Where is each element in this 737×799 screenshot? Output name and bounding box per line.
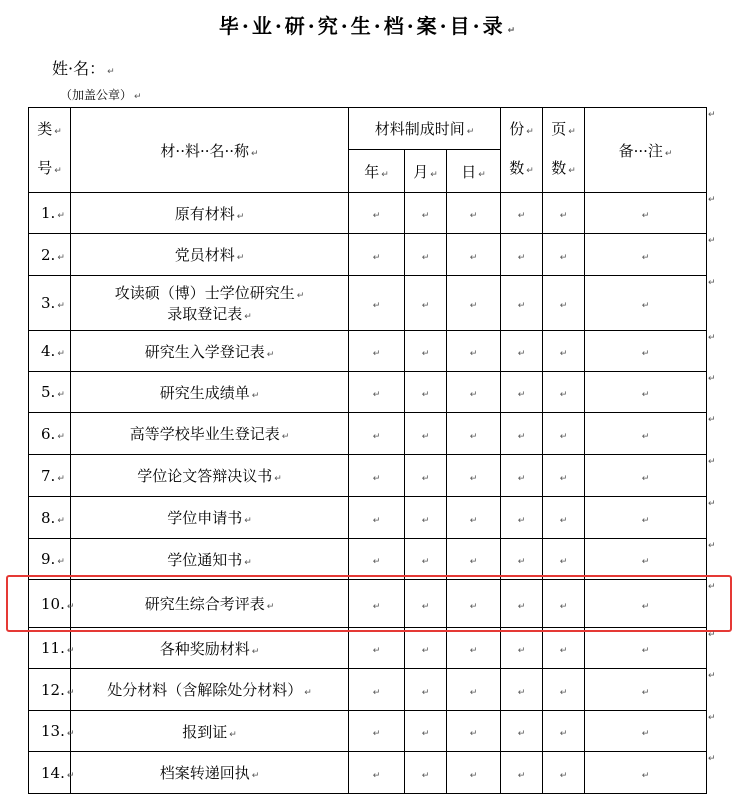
- day-cell: ↵: [447, 276, 501, 331]
- table-row: [29, 276, 707, 331]
- row-number: 12. ↵: [29, 669, 71, 711]
- copies-cell: ↵: [501, 234, 543, 276]
- header-material-name: 材··料··名··称 ↵: [71, 108, 349, 193]
- row-number: 6. ↵: [29, 413, 71, 455]
- pages-cell: ↵: [543, 193, 585, 234]
- row-number: 11. ↵: [29, 628, 71, 669]
- year-cell: ↵: [349, 455, 405, 497]
- month-cell: ↵: [405, 276, 447, 331]
- copies-cell: ↵: [501, 628, 543, 669]
- row-end-mark: ↵: [708, 109, 716, 120]
- material-name: 学位通知书 ↵: [71, 539, 349, 580]
- table-row: [29, 539, 707, 580]
- row-number: 5. ↵: [29, 372, 71, 413]
- table-row: [29, 455, 707, 497]
- remark-cell: ↵: [585, 331, 707, 372]
- day-cell: ↵: [447, 539, 501, 580]
- material-name: 原有材料 ↵: [71, 193, 349, 234]
- material-name: 档案转递回执 ↵: [71, 752, 349, 794]
- copies-cell: ↵: [501, 193, 543, 234]
- row-end-mark: ↵: [708, 753, 716, 764]
- copies-cell: ↵: [501, 497, 543, 539]
- copies-cell: ↵: [501, 580, 543, 628]
- row-number: 4. ↵: [29, 331, 71, 372]
- row-10-highlight-box: [6, 575, 732, 632]
- copies-cell: ↵: [501, 669, 543, 711]
- pages-cell: ↵: [543, 413, 585, 455]
- month-cell: ↵: [405, 539, 447, 580]
- header-pages: 页 ↵ 数 ↵: [543, 108, 585, 193]
- day-cell: ↵: [447, 455, 501, 497]
- row-end-mark: ↵: [708, 629, 716, 640]
- month-cell: ↵: [405, 497, 447, 539]
- year-cell: ↵: [349, 413, 405, 455]
- year-cell: ↵: [349, 497, 405, 539]
- row-number: 10. ↵: [29, 580, 71, 628]
- row-end-mark: ↵: [708, 498, 716, 509]
- year-cell: ↵: [349, 331, 405, 372]
- year-cell: ↵: [349, 580, 405, 628]
- month-cell: ↵: [405, 331, 447, 372]
- name-field-label: 姓·名： ↵: [52, 59, 115, 78]
- material-name: 学位申请书 ↵: [71, 497, 349, 539]
- day-cell: ↵: [447, 580, 501, 628]
- row-end-mark: ↵: [708, 194, 716, 205]
- pages-cell: ↵: [543, 669, 585, 711]
- remark-cell: ↵: [585, 193, 707, 234]
- row-number: 13. ↵: [29, 711, 71, 752]
- year-cell: ↵: [349, 711, 405, 752]
- archive-table: [28, 107, 707, 794]
- remark-cell: ↵: [585, 497, 707, 539]
- remark-cell: ↵: [585, 234, 707, 276]
- pages-cell: ↵: [543, 331, 585, 372]
- copies-cell: ↵: [501, 276, 543, 331]
- remark-cell: ↵: [585, 752, 707, 794]
- material-name: 研究生成绩单 ↵: [71, 372, 349, 413]
- year-cell: ↵: [349, 234, 405, 276]
- remark-cell: ↵: [585, 580, 707, 628]
- month-cell: ↵: [405, 413, 447, 455]
- row-end-mark: ↵: [708, 712, 716, 723]
- row-number: 9. ↵: [29, 539, 71, 580]
- remark-cell: ↵: [585, 413, 707, 455]
- day-cell: ↵: [447, 669, 501, 711]
- day-cell: ↵: [447, 193, 501, 234]
- year-cell: ↵: [349, 752, 405, 794]
- material-name: 攻读硕（博）士学位研究生 ↵ 录取登记表 ↵: [71, 276, 349, 331]
- table-row: [29, 193, 707, 234]
- row-end-mark: ↵: [708, 235, 716, 246]
- table-row: [29, 752, 707, 794]
- day-cell: ↵: [447, 372, 501, 413]
- copies-cell: ↵: [501, 331, 543, 372]
- day-cell: ↵: [447, 413, 501, 455]
- pages-cell: ↵: [543, 752, 585, 794]
- remark-cell: ↵: [585, 372, 707, 413]
- remark-cell: ↵: [585, 711, 707, 752]
- pages-cell: ↵: [543, 628, 585, 669]
- header-copies: 份 ↵ 数 ↵: [501, 108, 543, 193]
- header-category: 类 ↵ 号 ↵: [29, 108, 71, 193]
- table-row: [29, 628, 707, 669]
- row-end-mark: ↵: [708, 456, 716, 467]
- material-name: 各种奖励材料 ↵: [71, 628, 349, 669]
- document-title: 毕·业·研·究·生·档·案·目·录 ↵: [218, 14, 519, 38]
- day-cell: ↵: [447, 628, 501, 669]
- month-cell: ↵: [405, 711, 447, 752]
- row-number: 2. ↵: [29, 234, 71, 276]
- day-cell: ↵: [447, 497, 501, 539]
- seal-note: （加盖公章） ↵: [60, 88, 142, 102]
- month-cell: ↵: [405, 752, 447, 794]
- row-number: 7. ↵: [29, 455, 71, 497]
- material-name: 报到证 ↵: [71, 711, 349, 752]
- pages-cell: ↵: [543, 580, 585, 628]
- table-row: [29, 711, 707, 752]
- row-number: 3. ↵: [29, 276, 71, 331]
- copies-cell: ↵: [501, 752, 543, 794]
- row-end-mark: ↵: [708, 581, 716, 592]
- day-cell: ↵: [447, 752, 501, 794]
- year-cell: ↵: [349, 193, 405, 234]
- table-row: [29, 234, 707, 276]
- remark-cell: ↵: [585, 455, 707, 497]
- table-row: [29, 669, 707, 711]
- month-cell: ↵: [405, 234, 447, 276]
- month-cell: ↵: [405, 669, 447, 711]
- row-end-mark: ↵: [708, 414, 716, 425]
- day-cell: ↵: [447, 711, 501, 752]
- remark-cell: ↵: [585, 669, 707, 711]
- day-cell: ↵: [447, 331, 501, 372]
- copies-cell: ↵: [501, 539, 543, 580]
- header-day: 日 ↵: [447, 150, 501, 193]
- pages-cell: ↵: [543, 372, 585, 413]
- day-cell: ↵: [447, 234, 501, 276]
- month-cell: ↵: [405, 455, 447, 497]
- year-cell: ↵: [349, 628, 405, 669]
- row-number: 1. ↵: [29, 193, 71, 234]
- row-number: 8. ↵: [29, 497, 71, 539]
- year-cell: ↵: [349, 669, 405, 711]
- table-row: [29, 331, 707, 372]
- copies-cell: ↵: [501, 413, 543, 455]
- row-end-mark: ↵: [708, 277, 716, 288]
- row-number: 14. ↵: [29, 752, 71, 794]
- header-remark: 备···注 ↵: [585, 108, 707, 193]
- year-cell: ↵: [349, 372, 405, 413]
- material-name: 学位论文答辩决议书 ↵: [71, 455, 349, 497]
- month-cell: ↵: [405, 628, 447, 669]
- year-cell: ↵: [349, 276, 405, 331]
- material-name: 党员材料 ↵: [71, 234, 349, 276]
- pages-cell: ↵: [543, 711, 585, 752]
- material-name: 处分材料（含解除处分材料） ↵: [71, 669, 349, 711]
- table-row: [29, 413, 707, 455]
- header-time-group: 材料制成时间 ↵: [349, 108, 501, 150]
- pages-cell: ↵: [543, 539, 585, 580]
- row-end-mark: ↵: [708, 332, 716, 343]
- copies-cell: ↵: [501, 711, 543, 752]
- pages-cell: ↵: [543, 497, 585, 539]
- remark-cell: ↵: [585, 539, 707, 580]
- header-row-top: [29, 108, 707, 150]
- remark-cell: ↵: [585, 276, 707, 331]
- table-row: [29, 372, 707, 413]
- pages-cell: ↵: [543, 276, 585, 331]
- table-row: [29, 497, 707, 539]
- copies-cell: ↵: [501, 372, 543, 413]
- material-name: 研究生综合考评表 ↵: [71, 580, 349, 628]
- row-end-mark: ↵: [708, 373, 716, 384]
- remark-cell: ↵: [585, 628, 707, 669]
- month-cell: ↵: [405, 372, 447, 413]
- header-year: 年 ↵: [349, 150, 405, 193]
- month-cell: ↵: [405, 193, 447, 234]
- year-cell: ↵: [349, 539, 405, 580]
- material-name: 研究生入学登记表 ↵: [71, 331, 349, 372]
- row-end-mark: ↵: [708, 670, 716, 681]
- pages-cell: ↵: [543, 455, 585, 497]
- month-cell: ↵: [405, 580, 447, 628]
- material-name: 高等学校毕业生登记表 ↵: [71, 413, 349, 455]
- row-end-mark: ↵: [708, 540, 716, 551]
- header-month: 月 ↵: [405, 150, 447, 193]
- copies-cell: ↵: [501, 455, 543, 497]
- pages-cell: ↵: [543, 234, 585, 276]
